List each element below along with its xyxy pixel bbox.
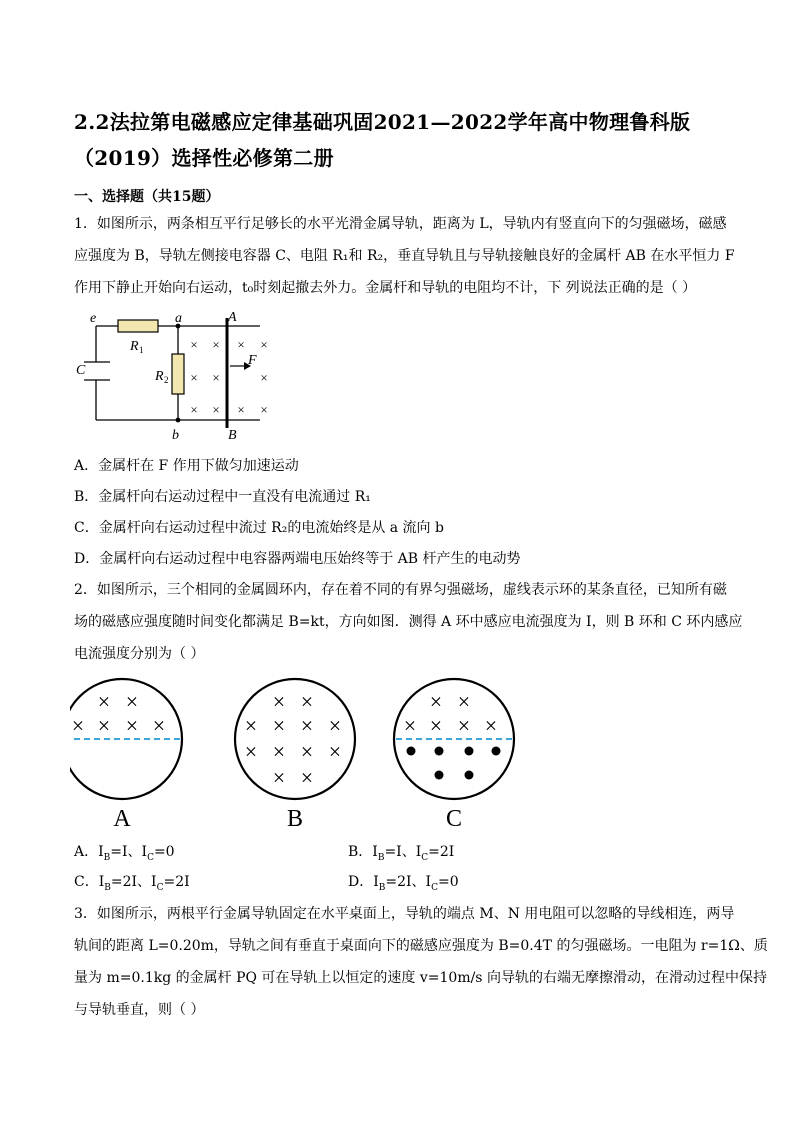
field-out-of-page-dot <box>465 747 474 756</box>
q1-line-1: 1．如图所示，两条相互平行足够长的水平光滑金属导轨，距离为 L，导轨内有竖直向下的匀强磁场，磁感 <box>74 216 727 232</box>
label-R1-sub: 1 <box>139 345 144 355</box>
q1-option-c: C．金属杆向右运动过程中流过 R₂的电流始终是从 a 流向 b <box>74 520 444 536</box>
cross-mark: × <box>260 402 268 417</box>
page-title <box>74 104 734 176</box>
cross-mark: × <box>260 370 268 385</box>
field-into-page-cross: × <box>457 689 471 714</box>
field-into-page-cross: × <box>300 713 314 738</box>
field-into-page-cross: × <box>484 713 498 738</box>
field-out-of-page-dot <box>435 771 444 780</box>
field-into-page-cross: × <box>429 689 443 714</box>
q2-option-a: A．$I_B=I$、$I_C=0$ <box>74 844 175 863</box>
q3-line-4: 与导轨垂直，则（ ） <box>74 1002 205 1018</box>
field-into-page-cross: × <box>328 739 342 764</box>
label-e: e <box>90 311 97 326</box>
q1-line-3: 作用下静止开始向右运动，t₀时刻起撤去外力。金属杆和导轨的电阻均不计，下 列说法正确的是（ ） <box>74 280 697 296</box>
q2-option-d: D．$I_B=2I$、$I_C=0$ <box>348 874 459 893</box>
field-into-page-cross: × <box>97 689 111 714</box>
q3-line-2: 轨间的距离 L=0.20m，导轨之间有垂直于桌面向下的磁感应强度为 B=0.4T 的匀强磁场。一电阻为 r=1Ω、质 <box>74 938 768 954</box>
field-into-page-cross: × <box>300 739 314 764</box>
label-a: a <box>175 311 182 326</box>
field-into-page-cross: × <box>272 713 286 738</box>
cross-mark: × <box>190 402 198 417</box>
field-into-page-cross: × <box>403 713 417 738</box>
field-into-page-cross: × <box>328 713 342 738</box>
field-into-page-cross: × <box>300 765 314 790</box>
field-into-page-cross: × <box>429 713 443 738</box>
field-into-page-cross: × <box>272 765 286 790</box>
field-into-page-cross: × <box>244 713 258 738</box>
cross-mark: × <box>212 337 220 352</box>
field-into-page-cross: × <box>152 713 166 738</box>
ring-label: A <box>113 806 131 832</box>
label-R2-sub: 2 <box>164 375 169 385</box>
q2-option-c: C．$I_B=2I$、$I_C=2I$ <box>74 874 190 893</box>
label-R2: R <box>155 369 164 384</box>
field-into-page-cross: × <box>125 713 139 738</box>
field-into-page-cross: × <box>300 689 314 714</box>
field-out-of-page-dot <box>465 771 474 780</box>
q1-circuit-diagram <box>70 306 280 446</box>
q1-option-a: A．金属杆在 F 作用下做匀加速运动 <box>74 458 299 474</box>
q1-option-d: D．金属杆向右运动过程中电容器两端电压始终等于 AB 杆产生的电动势 <box>74 551 521 567</box>
q3-line-3: 量为 m=0.1kg 的金属杆 PQ 可在导轨上以恒定的速度 v=10m/s 向导轨的右端无摩擦滑动，在滑动过程中保持 <box>74 970 767 986</box>
label-R1: R <box>130 339 139 354</box>
field-into-page-cross: × <box>244 739 258 764</box>
ring-label: C <box>445 806 463 832</box>
q2-line-1: 2．如图所示，三个相同的金属圆环内，存在着不同的有界匀强磁场，虚线表示环的某条直径，已知所有磁 <box>74 582 727 598</box>
cross-mark: × <box>190 337 198 352</box>
cross-mark: × <box>237 337 245 352</box>
cross-mark: × <box>212 370 220 385</box>
label-A: A <box>228 310 237 325</box>
label-b: b <box>172 428 179 443</box>
ring-label: B <box>286 806 304 832</box>
cross-mark: × <box>260 337 268 352</box>
q2-line-3: 电流强度分别为（ ） <box>74 646 205 662</box>
q2-line-2: 场的磁感应强度随时间变化都满足 B=kt，方向如图．测得 A 环中感应电流强度为 I，则 B 环和 C 环内感应 <box>74 614 743 630</box>
q3-line-1: 3．如图所示，两根平行金属导轨固定在水平桌面上，导轨的端点 M、N 用电阻可以忽略的导线相连，两导 <box>74 906 735 922</box>
cross-mark: × <box>212 402 220 417</box>
label-B: B <box>228 428 237 443</box>
field-into-page-cross: × <box>457 713 471 738</box>
field-out-of-page-dot <box>407 747 416 756</box>
q2-rings-diagram <box>70 676 520 832</box>
field-into-page-cross: × <box>272 689 286 714</box>
section-heading: 一、选择题（共15题） <box>74 189 220 205</box>
title-line-1: 2.2法拉第电磁感应定律基础巩固2021—2022学年高中物理鲁科版 <box>74 110 691 134</box>
q1-line-2: 应强度为 B，导轨左侧接电容器 C、电阻 R₁和 R₂，垂直导轨且与导轨接触良好的金属杆 AB 在水平恒力 F <box>74 248 735 264</box>
field-into-page-cross: × <box>71 713 85 738</box>
label-F: F <box>248 353 257 368</box>
field-into-page-cross: × <box>272 739 286 764</box>
field-out-of-page-dot <box>492 747 501 756</box>
cross-mark: × <box>190 370 198 385</box>
field-into-page-cross: × <box>125 689 139 714</box>
field-out-of-page-dot <box>435 747 444 756</box>
q2-option-b: B．$I_B=I$、$I_C=2I$ <box>348 844 455 863</box>
cross-mark: × <box>237 402 245 417</box>
label-C: C <box>76 363 86 378</box>
title-line-2: （2019）选择性必修第二册 <box>74 146 334 170</box>
field-into-page-cross: × <box>97 713 111 738</box>
q1-option-b: B．金属杆向右运动过程中一直没有电流通过 R₁ <box>74 489 371 505</box>
